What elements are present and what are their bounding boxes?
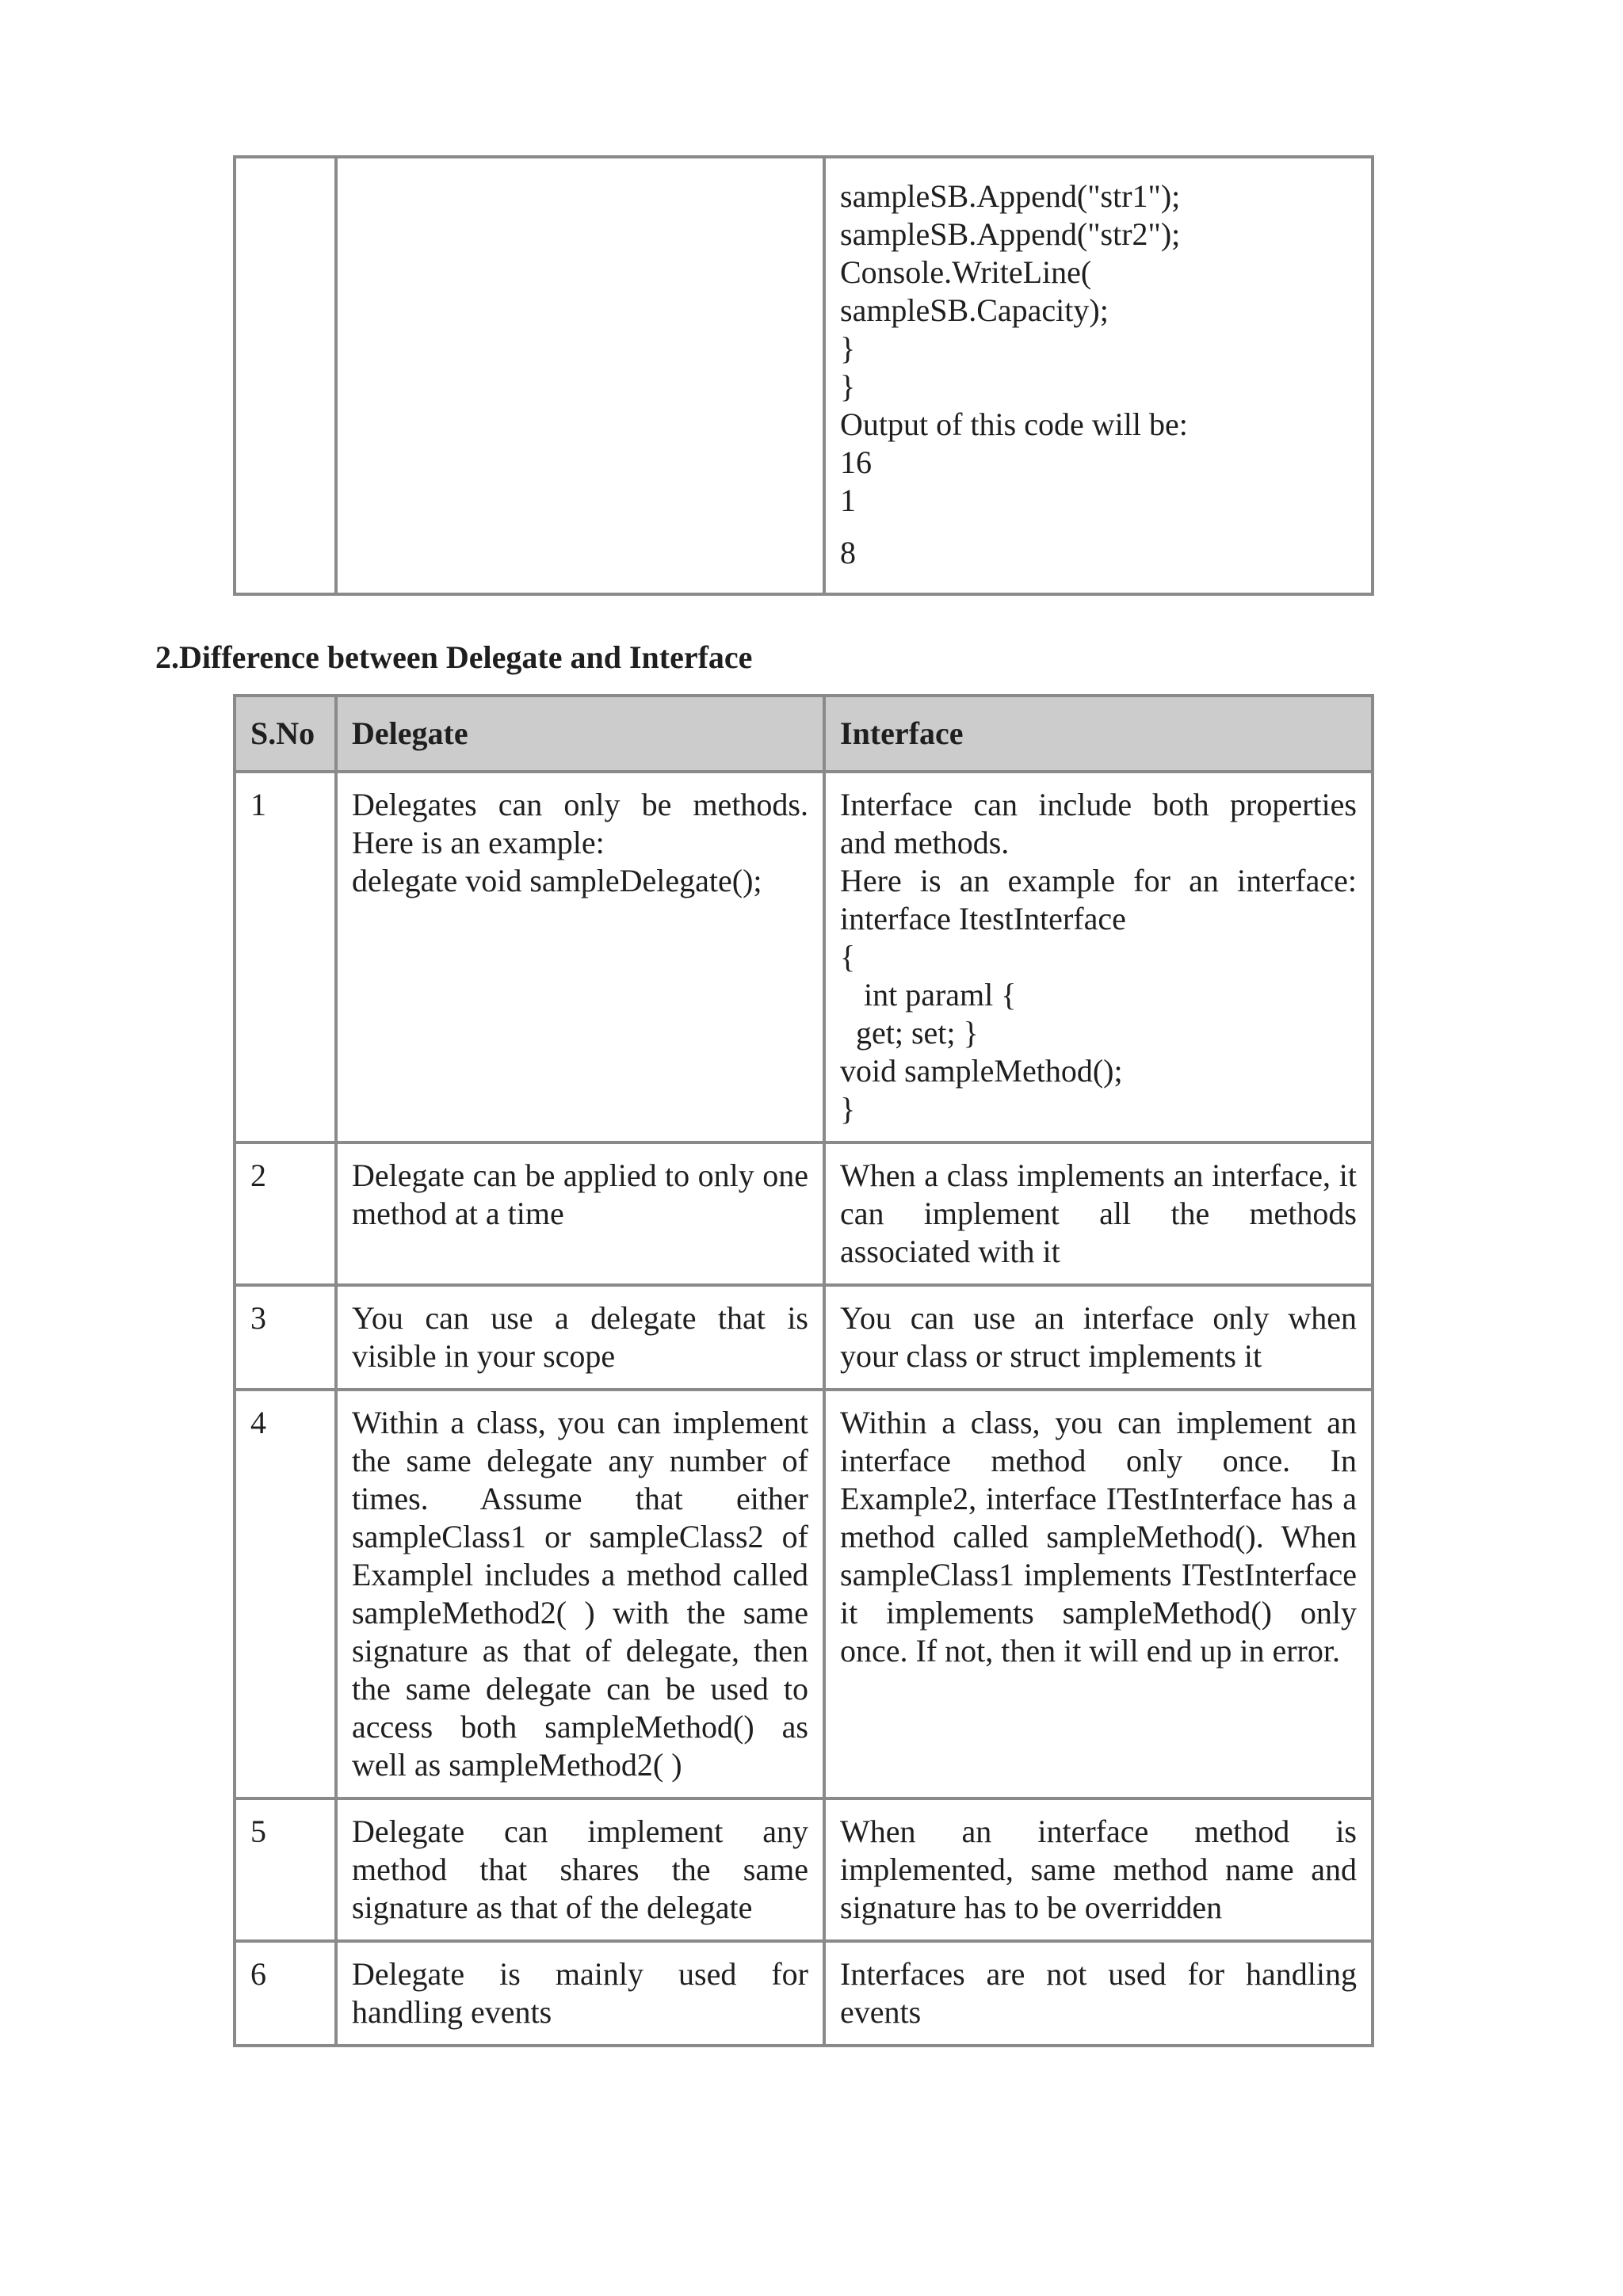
output-label: Output of this code will be: [840,406,1188,442]
delegate-cell [336,1142,824,1285]
table-cell-sno [235,157,336,594]
table-row [235,1390,1373,1798]
code-line: } [840,368,856,404]
delegate-text: Within a class, you can implement the same delegate any number of times. Assume that either sampleClass1 or sampleClass2 of Examplel includes a method called sampleMethod2( ) with the same signature as that of delegate, then the same delegate can be used to access both sampleMethod() as well as sampleMethod2( ) [352,1405,808,1783]
delegate-cell [336,772,824,1142]
delegate-cell [336,1798,824,1941]
section-heading: 2.Difference between Delegate and Interface [155,639,753,675]
interface-text: Within a class, you can implement an interface method only once. In Example2, interface ITestInterface has a method called sampleMethod(). When sampleClass1 implements ITestInterface it implements sampleMethod() only once. If not, then it will end up in error. [840,1405,1357,1669]
table-row [235,1142,1373,1285]
code-line: sampleSB.Append("str1"); [840,178,1181,214]
interface-code-line: { [840,939,856,974]
continuation-table [233,155,1374,596]
interface-cell [824,1390,1373,1798]
interface-text: You can use an interface only when your class or struct implements it [840,1300,1357,1374]
code-line: } [840,330,856,366]
interface-text: When an interface method is implemented, same method name and signature has to be overridden [840,1814,1357,1925]
row-number: 1 [235,772,336,1142]
code-line: sampleSB.Append("str2"); [840,216,1181,252]
delegate-cell [336,1390,824,1798]
interface-code-line: void sampleMethod(); [840,1053,1123,1089]
interface-text: Interface can include both properties and methods. [840,787,1357,860]
code-line: sampleSB.Capacity); [840,292,1109,328]
table-row [235,1798,1373,1941]
interface-cell [824,1798,1373,1941]
delegate-text: Delegate can be applied to only one method at a time [352,1158,808,1231]
table-header-row [235,696,1373,772]
table-cell-description [336,157,824,594]
interface-code-line: int paraml { [840,977,1017,1013]
interface-text: When a class implements an interface, it can implement all the methods associated with it [840,1158,1357,1269]
interface-cell [824,772,1373,1142]
interface-code-line: } [840,1091,856,1127]
code-example-cell [824,157,1373,594]
delegate-text: Delegate can implement any method that shares the same signature as that of the delegate [352,1814,808,1925]
delegate-text: Delegates can only be methods. Here is an example: [352,787,808,860]
delegate-text: You can use a delegate that is visible in your scope [352,1300,808,1374]
table-row [235,1285,1373,1390]
delegate-cell [336,1285,824,1390]
table-row [235,772,1373,1142]
output-value: 16 [840,444,872,480]
table-row [235,157,1373,594]
interface-cell [824,1285,1373,1390]
interface-cell [824,1142,1373,1285]
interface-code-line: get; set; } [840,1015,979,1051]
row-number: 4 [235,1390,336,1798]
row-number: 2 [235,1142,336,1285]
difference-table [233,694,1374,2047]
column-header-interface: Interface [824,696,1373,772]
delegate-text: Delegate is mainly used for handling events [352,1956,808,2030]
delegate-cell [336,1941,824,2046]
interface-text: Interfaces are not used for handling events [840,1956,1357,2030]
row-number: 3 [235,1285,336,1390]
interface-cell [824,1941,1373,2046]
row-number: 6 [235,1941,336,2046]
column-header-sno: S.No [235,696,336,772]
table-row [235,1941,1373,2046]
row-number: 5 [235,1798,336,1941]
column-header-delegate: Delegate [336,696,824,772]
code-line: Console.WriteLine( [840,254,1092,290]
output-value: 8 [840,535,856,570]
output-value: 1 [840,482,856,518]
interface-text: Here is an example for an interface: interface ItestInterface [840,863,1357,936]
delegate-code: delegate void sampleDelegate(); [352,863,762,898]
